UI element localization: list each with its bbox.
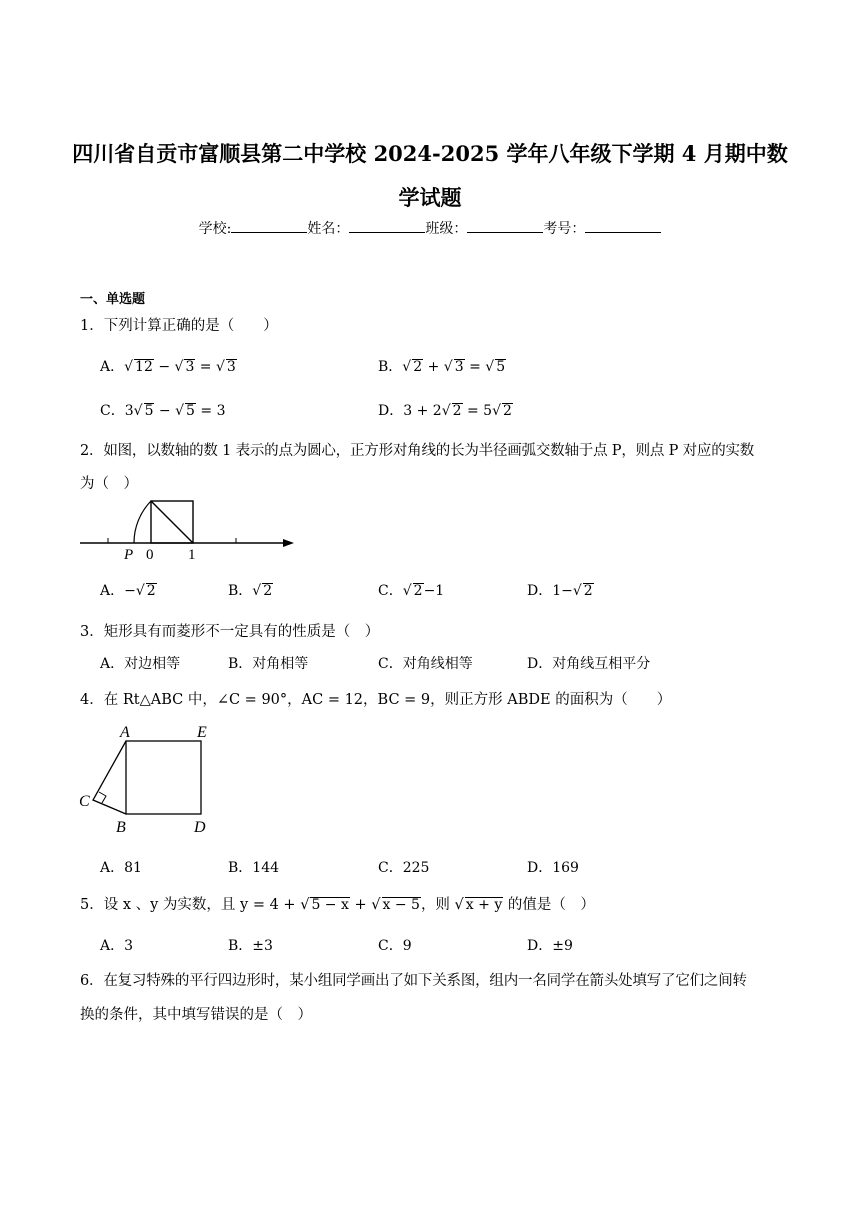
question-3-stem: 3．矩形具有而菱形不一定具有的性质是（ ） xyxy=(80,624,380,640)
radical-sign: √ xyxy=(133,403,143,419)
label-e: E xyxy=(197,724,207,741)
number-line-figure xyxy=(76,496,298,564)
question-2-stem-line2: 为（ ） xyxy=(80,476,138,492)
q4-option-c: C．225 xyxy=(378,860,430,876)
question-6-stem-line2: 换的条件，其中填写错误的是（ ） xyxy=(80,1007,312,1023)
q2-option-d: D．1−√ 2 xyxy=(527,583,593,599)
class-label: 班级： xyxy=(425,221,468,237)
radical-sign: √ xyxy=(572,583,582,599)
q1-option-c: C．3√ 5 − √ 5 = 3 xyxy=(100,403,226,419)
q2-option-c: C．√ 2−1 xyxy=(378,583,445,599)
q1-option-d: D．3 + 2√ 2 = 5√ 2 xyxy=(378,403,512,419)
page-title-line1: 四川省自贡市富顺县第二中学校 2024-2025 学年八年级下学期 4 月期中数 xyxy=(72,141,788,166)
section-heading: 一、单选题 xyxy=(80,292,146,307)
school-label: 学校: xyxy=(198,221,232,237)
q4-option-a: A．81 xyxy=(100,860,142,876)
right-angle-mark xyxy=(99,792,106,803)
question-2-stem-line1: 2．如图，以数轴的数 1 表示的点为圆心，正方形对角线的长为半径画弧交数轴于点 P，则点 P 对应的实数 xyxy=(80,443,755,459)
radical-sign: √ xyxy=(300,897,310,913)
q4-option-d: D．169 xyxy=(527,860,579,876)
question-6-stem-line1: 6．在复习特殊的平行四边形时，某小组同学画出了如下关系图，组内一名同学在箭头处填写了它们之间转 xyxy=(80,973,747,989)
radical-sign: √ xyxy=(454,897,464,913)
label-b: B xyxy=(116,819,126,836)
question-5-stem: 5．设 x 、y 为实数，且 y = 4 + √ 5 − x + √ x − 5，则 √ x + y 的值是（ ） xyxy=(80,897,595,913)
q3-option-d: D．对角线互相平分 xyxy=(527,656,651,672)
radical-sign: √ xyxy=(485,359,495,375)
label-d: D xyxy=(194,819,206,836)
q2-option-b: B．√ 2 xyxy=(228,583,273,599)
label-a: A xyxy=(120,724,130,741)
q3-option-b: B．对角相等 xyxy=(228,656,309,672)
name-label: 姓名： xyxy=(307,221,350,237)
name-blank xyxy=(349,218,425,233)
radical-sign: √ xyxy=(402,359,412,375)
radical-sign: √ xyxy=(402,583,412,599)
q1-option-a: A．√ 12 − √ 3 = √ 3 xyxy=(100,359,236,375)
square-triangle-figure xyxy=(76,720,216,838)
arc xyxy=(134,501,151,543)
axis-arrow xyxy=(283,539,294,547)
radical-sign: √ xyxy=(174,359,184,375)
q5-option-b: B．±3 xyxy=(228,938,273,954)
label-0: 0 xyxy=(146,547,154,563)
q5-option-d: D．±9 xyxy=(527,938,573,954)
square-abde xyxy=(126,741,201,814)
q4-option-b: B．144 xyxy=(228,860,280,876)
radical-sign: √ xyxy=(135,583,145,599)
page-title-line2: 学试题 xyxy=(398,185,462,210)
radical-sign: √ xyxy=(216,359,225,375)
q3-option-c: C．对角线相等 xyxy=(378,656,473,672)
class-blank xyxy=(467,218,543,233)
number-label: 考号： xyxy=(543,221,586,237)
q3-option-a: A．对边相等 xyxy=(100,656,181,672)
square-diagonal xyxy=(151,501,193,543)
school-blank xyxy=(231,218,307,233)
q5-option-c: C．9 xyxy=(378,938,412,954)
radical-sign: √ xyxy=(175,403,185,419)
label-c: C xyxy=(79,793,90,810)
question-4-stem: 4．在 Rt△ABC 中，∠C = 90°，AC = 12，BC = 9，则正方形 ABDE 的面积为（ ） xyxy=(80,692,672,708)
radical-sign: √ xyxy=(441,403,451,419)
number-blank xyxy=(585,218,661,233)
radical-sign: √ xyxy=(252,583,262,599)
q5-option-a: A．3 xyxy=(100,938,134,954)
radical-sign: √ xyxy=(492,403,501,419)
q1-option-b: B．√ 2 + √ 3 = √ 5 xyxy=(378,359,506,375)
label-1: 1 xyxy=(188,547,196,563)
radical-sign: √ xyxy=(371,897,381,913)
student-info xyxy=(0,218,860,238)
triangle-abc xyxy=(93,741,126,814)
label-p: P xyxy=(124,547,134,563)
radical-sign: √ xyxy=(124,359,134,375)
question-1-stem: 1．下列计算正确的是（ ） xyxy=(80,318,278,334)
radical-sign: √ xyxy=(443,359,453,375)
q2-option-a: A．−√ 2 xyxy=(100,583,156,599)
